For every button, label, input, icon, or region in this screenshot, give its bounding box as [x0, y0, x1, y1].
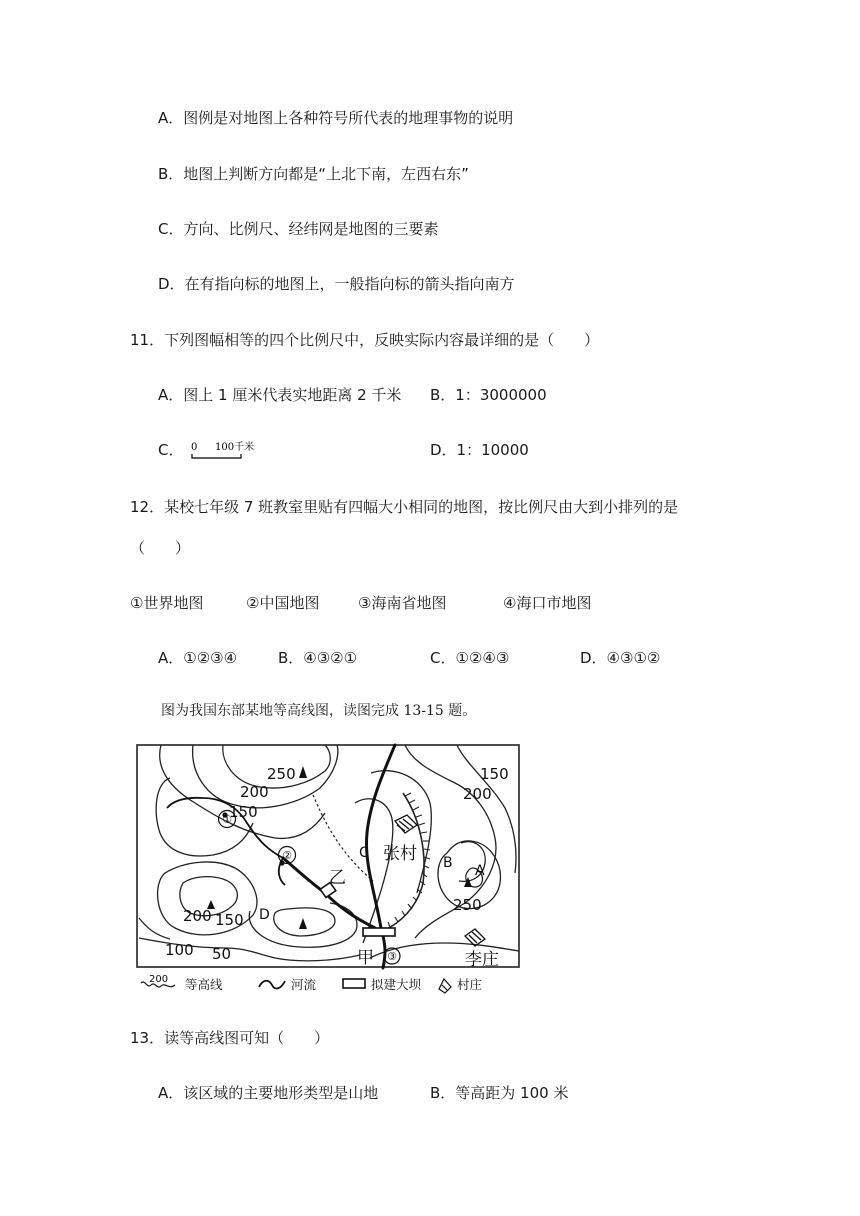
q12-option-b: B．④③②① [278, 649, 358, 667]
q11-option-d: D．1：10000 [430, 441, 529, 459]
q11-stem: 11．下列图幅相等的四个比例尺中，反映实际内容最详细的是（ ） [130, 331, 600, 349]
point-label-b: B [443, 855, 453, 871]
q12-stem-line1: 12．某校七年级 7 班教室里贴有四幅大小相同的地图，按比例尺由大到小排列的是 [130, 498, 679, 516]
contour-map [135, 743, 525, 998]
circled-2: ② [282, 849, 292, 862]
q12-map-2: ②中国地图 [246, 594, 320, 612]
q12-option-d: D．④③①② [580, 649, 661, 667]
contour-label-250-north: 250 [267, 765, 296, 783]
map-intro: 图为我国东部某地等高线图，读图完成 13-15 题。 [161, 703, 477, 719]
scale-label: 100千米 [215, 441, 255, 453]
map-legend [141, 974, 482, 993]
legend-river-label: 河流 [291, 977, 317, 992]
contour-label-200-north: 200 [240, 783, 269, 801]
q11-option-a: A．图上 1 厘米代表实地距离 2 千米 [158, 386, 402, 404]
q11-option-b: B．1：3000000 [430, 386, 547, 404]
q12-map-1: ①世界地图 [130, 594, 204, 612]
point-label-a: A [475, 863, 485, 879]
legend-contour-label: 等高线 [185, 977, 223, 992]
q12-option-c: C．①②④③ [430, 649, 510, 667]
contour-label-150-north: 150 [229, 803, 258, 821]
point-label-c: C [359, 845, 369, 861]
contour-label-150-east: 150 [480, 765, 509, 783]
q10-option-c: C．方向、比例尺、经纬网是地图的三要素 [158, 220, 439, 238]
circled-3: ③ [387, 950, 397, 963]
q12-option-a: A．①②③④ [158, 649, 238, 667]
contour-label-100: 100 [165, 941, 194, 959]
legend-contour-sample: 200 [149, 974, 169, 985]
q12-map-3: ③海南省地图 [358, 594, 447, 612]
scale-bar [189, 441, 263, 461]
q11-option-c-prefix: C． [158, 441, 184, 459]
circled-1: ① [222, 813, 232, 826]
village-label-zhangcun: 张村 [383, 844, 417, 864]
contour-label-200-west: 200 [183, 907, 212, 925]
q13-option-a: A．该区域的主要地形类型是山地 [158, 1084, 379, 1102]
q10-option-a: A．图例是对地图上各种符号所代表的地理事物的说明 [158, 109, 514, 127]
village-label-lizhuang: 李庄 [465, 950, 499, 970]
q13-stem: 13．读等高线图可知（ ） [130, 1029, 330, 1047]
q12-map-4: ④海口市地图 [503, 594, 592, 612]
scale-zero: 0 [191, 441, 198, 453]
point-label-d: D [259, 907, 270, 923]
q10-option-b: B．地图上判断方向都是“上北下南，左西右东” [158, 165, 469, 183]
point-label-jia: 甲 [357, 948, 374, 968]
point-label-yi: 乙 [329, 868, 346, 888]
q13-option-b: B．等高距为 100 米 [430, 1084, 569, 1102]
contour-label-150-west: 150 [215, 911, 244, 929]
legend-village-label: 村庄 [457, 977, 483, 992]
contour-label-50: 50 [212, 945, 232, 963]
q11-option-c [158, 440, 263, 461]
contour-label-250-east: 250 [453, 896, 482, 914]
legend-dam-label: 拟建大坝 [371, 977, 422, 992]
contour-label-200-east: 200 [463, 785, 492, 803]
q10-option-d: D．在有指向标的地图上，一般指向标的箭头指向南方 [158, 275, 515, 293]
q12-stem-line2: （ ） [130, 539, 191, 557]
